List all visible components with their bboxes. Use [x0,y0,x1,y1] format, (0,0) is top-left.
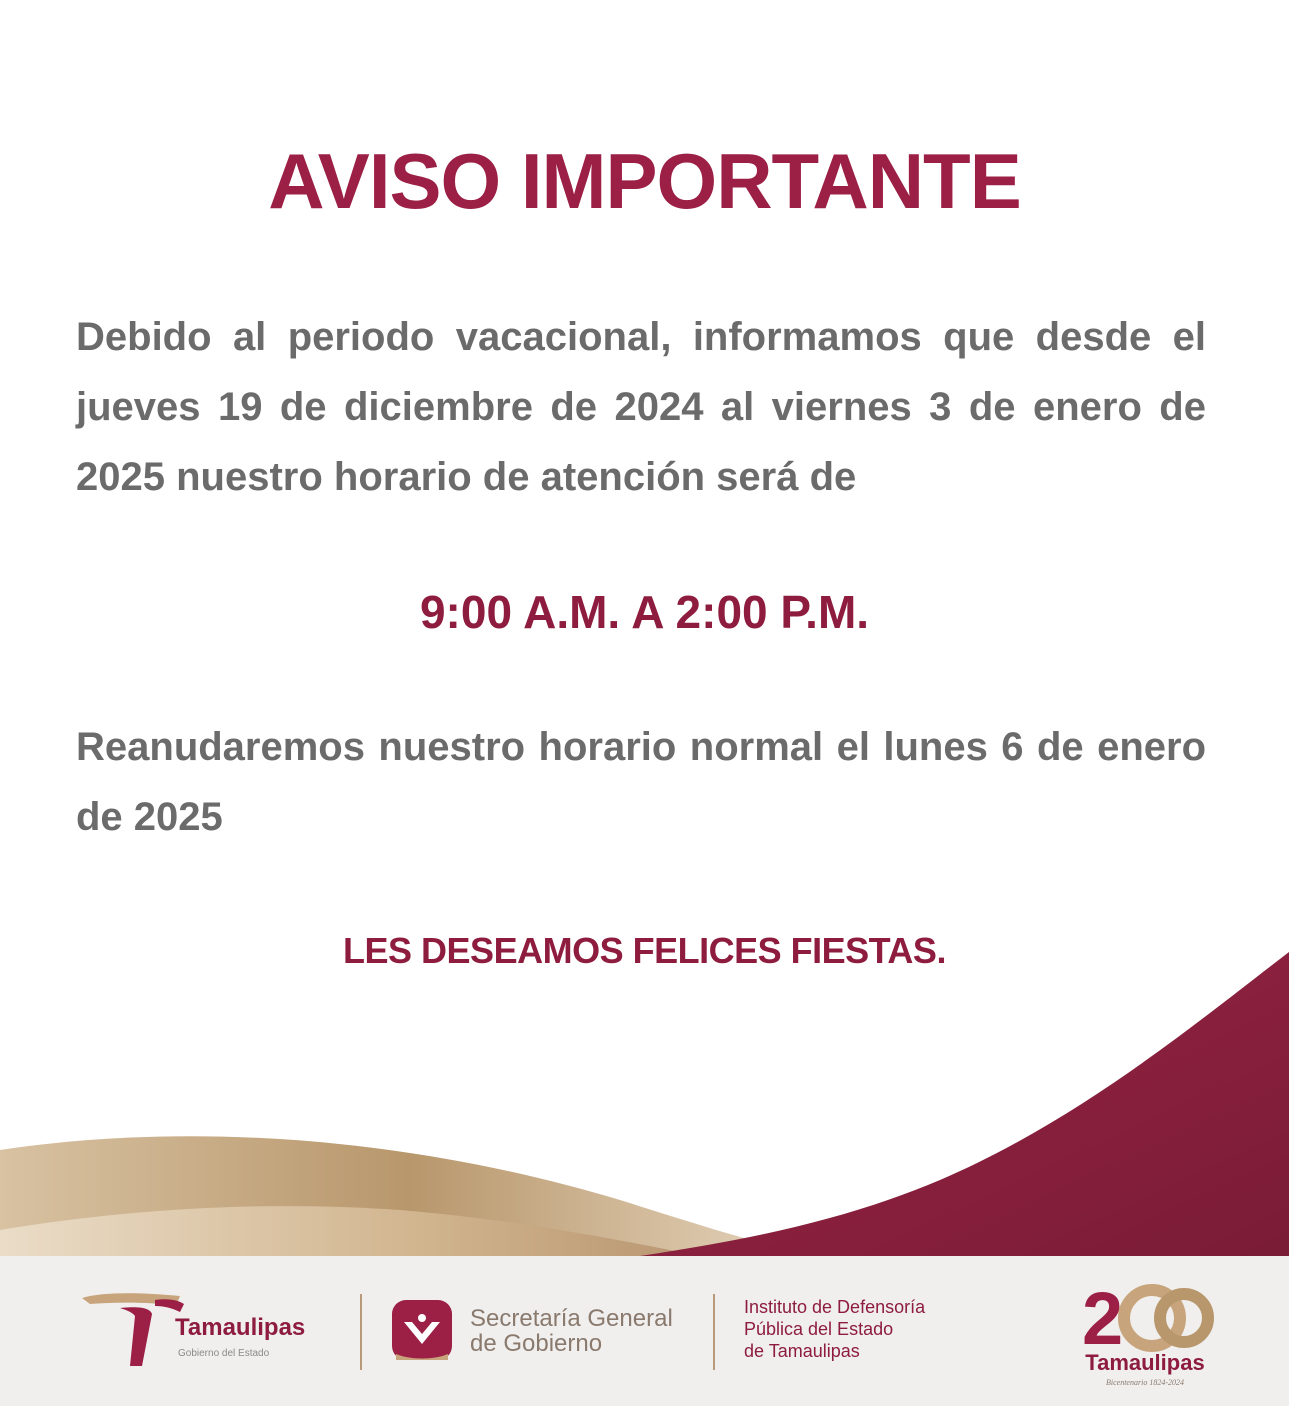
notice-title: AVISO IMPORTANTE [268,137,1021,225]
footer-divider [713,1294,715,1370]
notice-hours: 9:00 A.M. A 2:00 P.M. [419,586,870,638]
logo-tamaulipas-name: Tamaulipas [175,1314,306,1341]
notice-paragraph-dates: Debido al periodo vacacional, informamos que desde el jueves 19 de diciembre de 2024 al viernes 3 de enero de 2025 nuestro horario de atención será de [76,315,1206,499]
secretaria-line2: de Gobierno [470,1330,603,1357]
instituto-line1: Instituto de Defensoría [744,1297,926,1317]
decorative-waves [0,940,1289,1260]
bicentenario-subtitle: Bicentenario 1824-2024 [1106,1378,1184,1387]
secretaria-emblem-icon [390,1298,454,1362]
instituto-line2: Pública del Estado [744,1319,894,1339]
svg-text:2: 2 [1082,1277,1124,1360]
notice-paragraph-resume: Reanudaremos nuestro horario normal el lunes 6 de enero de 2025 [76,725,1206,839]
secretaria-name [470,1306,673,1356]
footer-bar [0,1256,1289,1406]
tamaulipas-t-logo-icon [80,1290,190,1370]
bicentenario-name: Tamaulipas [1085,1350,1205,1375]
holiday-greeting: LES DESEAMOS FELICES FIESTAS. [343,930,946,971]
logo-tamaulipas-subtitle: Gobierno del Estado [178,1348,270,1359]
instituto-line3: de Tamaulipas [744,1341,860,1361]
footer-divider [360,1294,362,1370]
secretaria-line1: Secretaría General [470,1305,673,1332]
wine-wave [640,952,1289,1256]
instituto-name [744,1296,925,1362]
